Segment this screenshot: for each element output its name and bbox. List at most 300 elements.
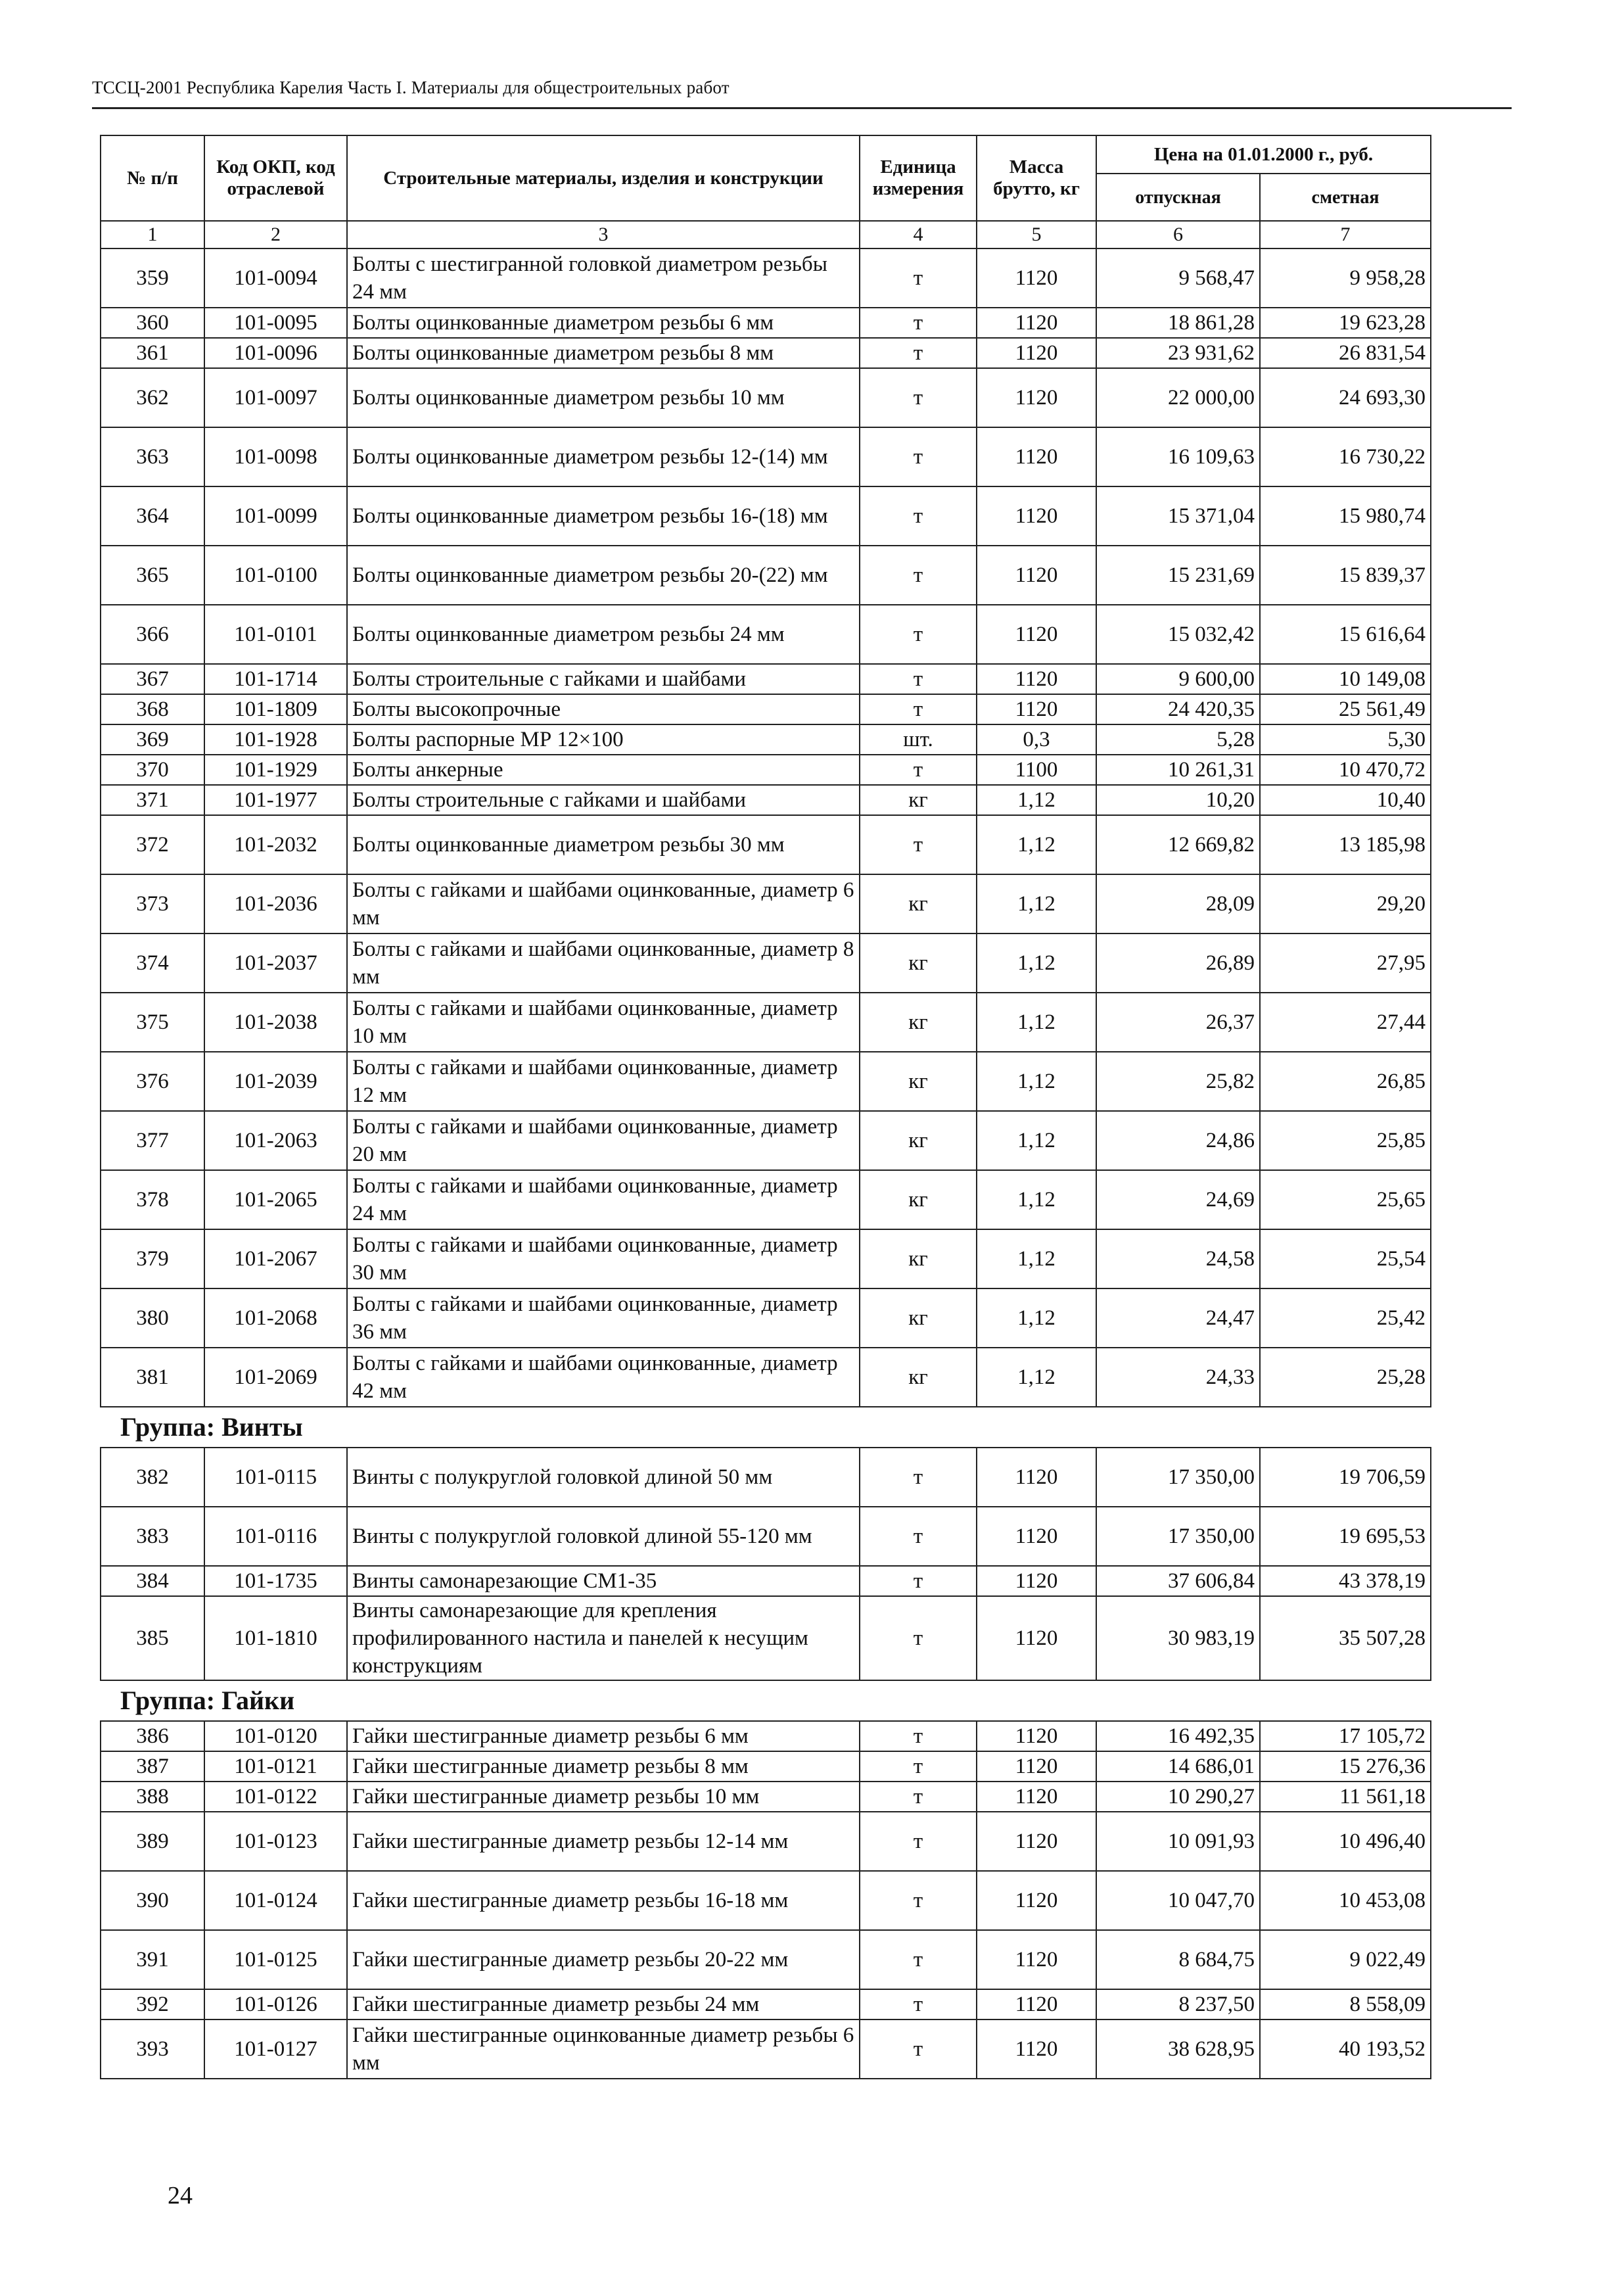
cell-mass: 1100 [977,755,1096,785]
table-row [101,724,1431,755]
cell-release-price: 17 350,00 [1096,1448,1260,1507]
cell-estimate-price: 10 470,72 [1260,755,1431,785]
cell-number: 367 [101,664,204,694]
cell-unit: т [860,815,977,874]
cell-mass: 1120 [977,1812,1096,1871]
cell-code: 101-0095 [204,308,347,338]
cell-code: 101-2069 [204,1348,347,1407]
cell-number: 380 [101,1288,204,1348]
cell-code: 101-0094 [204,248,347,308]
table-row [101,993,1431,1052]
cell-number: 379 [101,1229,204,1288]
cell-unit: кг [860,1170,977,1229]
cell-name: Болты оцинкованные диаметром резьбы 16-(18) мм [347,486,860,546]
cell-release-price: 24,86 [1096,1111,1260,1170]
cell-release-price: 25,82 [1096,1052,1260,1111]
cell-release-price: 30 983,19 [1096,1596,1260,1680]
cell-code: 101-1977 [204,785,347,815]
cell-mass: 1120 [977,1989,1096,2019]
cell-unit: т [860,664,977,694]
cell-release-price: 26,37 [1096,993,1260,1052]
cell-estimate-price: 15 616,64 [1260,605,1431,664]
cell-estimate-price: 35 507,28 [1260,1596,1431,1680]
cell-number: 377 [101,1111,204,1170]
cell-unit: т [860,338,977,368]
cell-unit: т [860,1871,977,1930]
cell-number: 369 [101,724,204,755]
header-rule [92,107,1512,109]
cell-mass: 1120 [977,1448,1096,1507]
cell-unit: т [860,1507,977,1566]
col-header-name: Строительные материалы, изделия и конструкции [347,135,860,221]
cell-unit: т [860,427,977,486]
cell-mass: 1120 [977,605,1096,664]
cell-name: Болты оцинкованные диаметром резьбы 12-(14) мм [347,427,860,486]
cell-mass: 1,12 [977,815,1096,874]
cell-mass: 1,12 [977,874,1096,933]
cell-code: 101-0099 [204,486,347,546]
cell-unit: т [860,546,977,605]
table-row [101,546,1431,605]
cell-name: Болты высокопрочные [347,694,860,724]
table-row [101,368,1431,427]
cell-number: 387 [101,1751,204,1782]
cell-release-price: 24,47 [1096,1288,1260,1348]
cell-code: 101-0123 [204,1812,347,1871]
cell-release-price: 24,58 [1096,1229,1260,1288]
cell-number: 359 [101,248,204,308]
cell-estimate-price: 11 561,18 [1260,1782,1431,1812]
cell-number: 368 [101,694,204,724]
cell-code: 101-2032 [204,815,347,874]
table-row [101,755,1431,785]
table-row [101,1111,1431,1170]
table-row [101,933,1431,993]
cell-mass: 1120 [977,308,1096,338]
cell-unit: кг [860,933,977,993]
cell-release-price: 16 109,63 [1096,427,1260,486]
cell-code: 101-0127 [204,2019,347,2079]
cell-unit: кг [860,1288,977,1348]
cell-unit: т [860,1721,977,1751]
col-header-code: Код ОКП, код отраслевой [204,135,347,221]
cell-number: 373 [101,874,204,933]
col-header-estimate: сметная [1260,174,1431,221]
cell-mass: 1,12 [977,785,1096,815]
cell-mass: 1120 [977,338,1096,368]
col-number: 7 [1260,221,1431,248]
cell-release-price: 37 606,84 [1096,1566,1260,1596]
cell-mass: 1120 [977,427,1096,486]
cell-mass: 1120 [977,1721,1096,1751]
cell-number: 364 [101,486,204,546]
cell-number: 384 [101,1566,204,1596]
table-row [101,694,1431,724]
cell-release-price: 8 237,50 [1096,1989,1260,2019]
cell-code: 101-2067 [204,1229,347,1288]
cell-mass: 1120 [977,368,1096,427]
cell-unit: кг [860,993,977,1052]
cell-code: 101-1929 [204,755,347,785]
cell-mass: 1120 [977,1507,1096,1566]
cell-unit: кг [860,874,977,933]
table-row [101,605,1431,664]
cell-code: 101-2065 [204,1170,347,1229]
cell-number: 385 [101,1596,204,1680]
cell-name: Болты оцинкованные диаметром резьбы 8 мм [347,338,860,368]
cell-name: Болты с гайками и шайбами оцинкованные, диаметр 42 мм [347,1348,860,1407]
cell-name: Болты распорные МР 12×100 [347,724,860,755]
cell-mass: 1,12 [977,933,1096,993]
cell-estimate-price: 25,85 [1260,1111,1431,1170]
cell-estimate-price: 40 193,52 [1260,2019,1431,2079]
table-row [101,1989,1431,2019]
cell-release-price: 26,89 [1096,933,1260,993]
cell-code: 101-0120 [204,1721,347,1751]
cell-estimate-price: 25,42 [1260,1288,1431,1348]
cell-estimate-price: 15 276,36 [1260,1751,1431,1782]
cell-estimate-price: 25,28 [1260,1348,1431,1407]
cell-release-price: 24,69 [1096,1170,1260,1229]
cell-unit: кг [860,1348,977,1407]
cell-release-price: 15 371,04 [1096,486,1260,546]
cell-number: 361 [101,338,204,368]
cell-estimate-price: 8 558,09 [1260,1989,1431,2019]
cell-unit: кг [860,1052,977,1111]
cell-release-price: 9 600,00 [1096,664,1260,694]
cell-estimate-price: 27,44 [1260,993,1431,1052]
cell-code: 101-0122 [204,1782,347,1812]
table-row [101,1052,1431,1111]
cell-name: Болты с гайками и шайбами оцинкованные, диаметр 6 мм [347,874,860,933]
cell-code: 101-2036 [204,874,347,933]
cell-code: 101-2063 [204,1111,347,1170]
cell-name: Гайки шестигранные оцинкованные диаметр резьбы 6 мм [347,2019,860,2079]
cell-estimate-price: 27,95 [1260,933,1431,993]
cell-release-price: 8 684,75 [1096,1930,1260,1989]
cell-name: Гайки шестигранные диаметр резьбы 24 мм [347,1989,860,2019]
cell-name: Болты с шестигранной головкой диаметром резьбы 24 мм [347,248,860,308]
cell-unit: т [860,694,977,724]
cell-code: 101-0098 [204,427,347,486]
price-table [100,135,1431,2079]
col-number: 1 [101,221,204,248]
col-number: 6 [1096,221,1260,248]
cell-code: 101-0101 [204,605,347,664]
cell-number: 362 [101,368,204,427]
table-body [101,248,1431,2079]
cell-name: Гайки шестигранные диаметр резьбы 8 мм [347,1751,860,1782]
cell-unit: т [860,248,977,308]
cell-mass: 1120 [977,664,1096,694]
table-row [101,1596,1431,1680]
table-row [101,1782,1431,1812]
cell-unit: т [860,308,977,338]
cell-code: 101-0096 [204,338,347,368]
cell-name: Болты с гайками и шайбами оцинкованные, диаметр 36 мм [347,1288,860,1348]
cell-mass: 1120 [977,2019,1096,2079]
cell-release-price: 28,09 [1096,874,1260,933]
cell-number: 376 [101,1052,204,1111]
cell-mass: 1,12 [977,1170,1096,1229]
table-row [101,338,1431,368]
cell-code: 101-2038 [204,993,347,1052]
cell-release-price: 24 420,35 [1096,694,1260,724]
cell-mass: 1120 [977,486,1096,546]
cell-unit: кг [860,1229,977,1288]
cell-number: 378 [101,1170,204,1229]
table-row [101,1170,1431,1229]
cell-mass: 1,12 [977,1111,1096,1170]
cell-code: 101-0115 [204,1448,347,1507]
cell-mass: 1120 [977,1596,1096,1680]
table-row [101,1288,1431,1348]
cell-unit: кг [860,785,977,815]
cell-release-price: 14 686,01 [1096,1751,1260,1782]
cell-estimate-price: 5,30 [1260,724,1431,755]
cell-release-price: 9 568,47 [1096,248,1260,308]
cell-unit: т [860,486,977,546]
cell-unit: т [860,1782,977,1812]
cell-estimate-price: 25 561,49 [1260,694,1431,724]
table-row [101,248,1431,308]
cell-estimate-price: 29,20 [1260,874,1431,933]
header-row [101,135,1431,174]
page-number: 24 [168,2182,193,2209]
cell-mass: 1,12 [977,993,1096,1052]
cell-code: 101-0097 [204,368,347,427]
cell-release-price: 12 669,82 [1096,815,1260,874]
cell-estimate-price: 16 730,22 [1260,427,1431,486]
cell-release-price: 15 032,42 [1096,605,1260,664]
cell-estimate-price: 25,54 [1260,1229,1431,1288]
table-row [101,1507,1431,1566]
cell-unit: т [860,1812,977,1871]
cell-estimate-price: 26 831,54 [1260,338,1431,368]
cell-estimate-price: 25,65 [1260,1170,1431,1229]
cell-estimate-price: 24 693,30 [1260,368,1431,427]
cell-mass: 1,12 [977,1229,1096,1288]
cell-number: 392 [101,1989,204,2019]
cell-code: 101-2037 [204,933,347,993]
cell-name: Болты оцинкованные диаметром резьбы 6 мм [347,308,860,338]
table-row [101,815,1431,874]
cell-number: 382 [101,1448,204,1507]
cell-number: 370 [101,755,204,785]
cell-estimate-price: 9 958,28 [1260,248,1431,308]
cell-name: Болты с гайками и шайбами оцинкованные, диаметр 30 мм [347,1229,860,1288]
cell-number: 360 [101,308,204,338]
cell-estimate-price: 15 980,74 [1260,486,1431,546]
cell-mass: 1120 [977,1782,1096,1812]
cell-release-price: 22 000,00 [1096,368,1260,427]
cell-name: Болты строительные с гайками и шайбами [347,664,860,694]
cell-name: Болты с гайками и шайбами оцинкованные, диаметр 12 мм [347,1052,860,1111]
table-row [101,1448,1431,1507]
cell-name: Гайки шестигранные диаметр резьбы 10 мм [347,1782,860,1812]
cell-number: 372 [101,815,204,874]
cell-release-price: 24,33 [1096,1348,1260,1407]
cell-mass: 1120 [977,1566,1096,1596]
table-row [101,1566,1431,1596]
cell-name: Болты оцинкованные диаметром резьбы 20-(22) мм [347,546,860,605]
cell-release-price: 10 261,31 [1096,755,1260,785]
col-header-release: отпускная [1096,174,1260,221]
table-row [101,1751,1431,1782]
column-numbers-row [101,221,1431,248]
cell-code: 101-1714 [204,664,347,694]
cell-estimate-price: 9 022,49 [1260,1930,1431,1989]
cell-estimate-price: 10 149,08 [1260,664,1431,694]
cell-code: 101-0116 [204,1507,347,1566]
cell-estimate-price: 19 695,53 [1260,1507,1431,1566]
cell-mass: 1120 [977,1751,1096,1782]
table-row [101,1812,1431,1871]
cell-number: 393 [101,2019,204,2079]
cell-name: Гайки шестигранные диаметр резьбы 12-14 мм [347,1812,860,1871]
cell-release-price: 16 492,35 [1096,1721,1260,1751]
cell-name: Болты с гайками и шайбами оцинкованные, диаметр 24 мм [347,1170,860,1229]
cell-release-price: 18 861,28 [1096,308,1260,338]
cell-mass: 0,3 [977,724,1096,755]
cell-mass: 1120 [977,1871,1096,1930]
cell-number: 366 [101,605,204,664]
table-row [101,664,1431,694]
cell-number: 391 [101,1930,204,1989]
cell-name: Болты с гайками и шайбами оцинкованные, диаметр 10 мм [347,993,860,1052]
cell-number: 365 [101,546,204,605]
cell-name: Болты оцинкованные диаметром резьбы 10 мм [347,368,860,427]
col-number: 2 [204,221,347,248]
col-header-mass: Масса брутто, кг [977,135,1096,221]
cell-code: 101-1810 [204,1596,347,1680]
table-row [101,486,1431,546]
cell-unit: т [860,1930,977,1989]
cell-release-price: 23 931,62 [1096,338,1260,368]
table-row [101,1871,1431,1930]
table-row [101,308,1431,338]
table-row [101,785,1431,815]
col-number: 5 [977,221,1096,248]
cell-code: 101-2068 [204,1288,347,1348]
cell-unit: т [860,755,977,785]
cell-code: 101-1735 [204,1566,347,1596]
cell-release-price: 17 350,00 [1096,1507,1260,1566]
col-header-unit: Единица измерения [860,135,977,221]
cell-estimate-price: 19 623,28 [1260,308,1431,338]
cell-estimate-price: 26,85 [1260,1052,1431,1111]
cell-unit: т [860,368,977,427]
table-row [101,1930,1431,1989]
cell-estimate-price: 17 105,72 [1260,1721,1431,1751]
group-heading: Группа: Гайки [101,1680,1431,1721]
cell-unit: т [860,1596,977,1680]
group-heading-row [101,1680,1431,1721]
cell-name: Винты самонарезающие СМ1-35 [347,1566,860,1596]
cell-number: 381 [101,1348,204,1407]
cell-number: 389 [101,1812,204,1871]
cell-estimate-price: 13 185,98 [1260,815,1431,874]
cell-estimate-price: 43 378,19 [1260,1566,1431,1596]
cell-mass: 1120 [977,546,1096,605]
col-header-num: № п/п [101,135,204,221]
cell-release-price: 5,28 [1096,724,1260,755]
cell-estimate-price: 15 839,37 [1260,546,1431,605]
col-number: 3 [347,221,860,248]
cell-name: Болты с гайками и шайбами оцинкованные, диаметр 20 мм [347,1111,860,1170]
col-number: 4 [860,221,977,248]
cell-mass: 1120 [977,248,1096,308]
cell-mass: 1,12 [977,1348,1096,1407]
table-row [101,874,1431,933]
group-heading: Группа: Винты [101,1407,1431,1448]
group-heading-row [101,1407,1431,1448]
table-row [101,427,1431,486]
cell-unit: т [860,2019,977,2079]
cell-mass: 1,12 [977,1288,1096,1348]
cell-name: Винты с полукруглой головкой длиной 55-120 мм [347,1507,860,1566]
cell-unit: т [860,1989,977,2019]
cell-release-price: 10 091,93 [1096,1812,1260,1871]
cell-release-price: 10 290,27 [1096,1782,1260,1812]
cell-code: 101-1928 [204,724,347,755]
cell-code: 101-1809 [204,694,347,724]
cell-code: 101-0100 [204,546,347,605]
cell-estimate-price: 10,40 [1260,785,1431,815]
cell-unit: т [860,605,977,664]
cell-release-price: 10 047,70 [1096,1871,1260,1930]
cell-release-price: 10,20 [1096,785,1260,815]
cell-number: 383 [101,1507,204,1566]
cell-name: Болты оцинкованные диаметром резьбы 30 мм [347,815,860,874]
cell-name: Гайки шестигранные диаметр резьбы 6 мм [347,1721,860,1751]
table-row [101,1721,1431,1751]
cell-name: Винты самонарезающие для крепления профилированного настила и панелей к несущим конструкциям [347,1596,860,1680]
cell-number: 363 [101,427,204,486]
cell-unit: т [860,1751,977,1782]
page-header: ТССЦ-2001 Республика Карелия Часть I. Материалы для общестроительных работ [92,78,730,97]
cell-number: 388 [101,1782,204,1812]
cell-number: 374 [101,933,204,993]
cell-release-price: 15 231,69 [1096,546,1260,605]
cell-name: Болты оцинкованные диаметром резьбы 24 мм [347,605,860,664]
cell-name: Болты с гайками и шайбами оцинкованные, диаметр 8 мм [347,933,860,993]
cell-name: Болты анкерные [347,755,860,785]
cell-number: 375 [101,993,204,1052]
cell-unit: кг [860,1111,977,1170]
table-row [101,1348,1431,1407]
table-head [101,135,1431,248]
table-row [101,2019,1431,2079]
cell-name: Гайки шестигранные диаметр резьбы 16-18 мм [347,1871,860,1930]
cell-code: 101-0121 [204,1751,347,1782]
cell-name: Винты с полукруглой головкой длиной 50 мм [347,1448,860,1507]
cell-code: 101-0124 [204,1871,347,1930]
cell-estimate-price: 19 706,59 [1260,1448,1431,1507]
col-header-price-group: Цена на 01.01.2000 г., руб. [1096,135,1431,174]
cell-mass: 1120 [977,1930,1096,1989]
table-row [101,1229,1431,1288]
cell-unit: т [860,1448,977,1507]
cell-estimate-price: 10 496,40 [1260,1812,1431,1871]
cell-name: Гайки шестигранные диаметр резьбы 20-22 мм [347,1930,860,1989]
cell-name: Болты строительные с гайками и шайбами [347,785,860,815]
cell-number: 386 [101,1721,204,1751]
cell-release-price: 38 628,95 [1096,2019,1260,2079]
cell-code: 101-0125 [204,1930,347,1989]
cell-number: 390 [101,1871,204,1930]
cell-estimate-price: 10 453,08 [1260,1871,1431,1930]
